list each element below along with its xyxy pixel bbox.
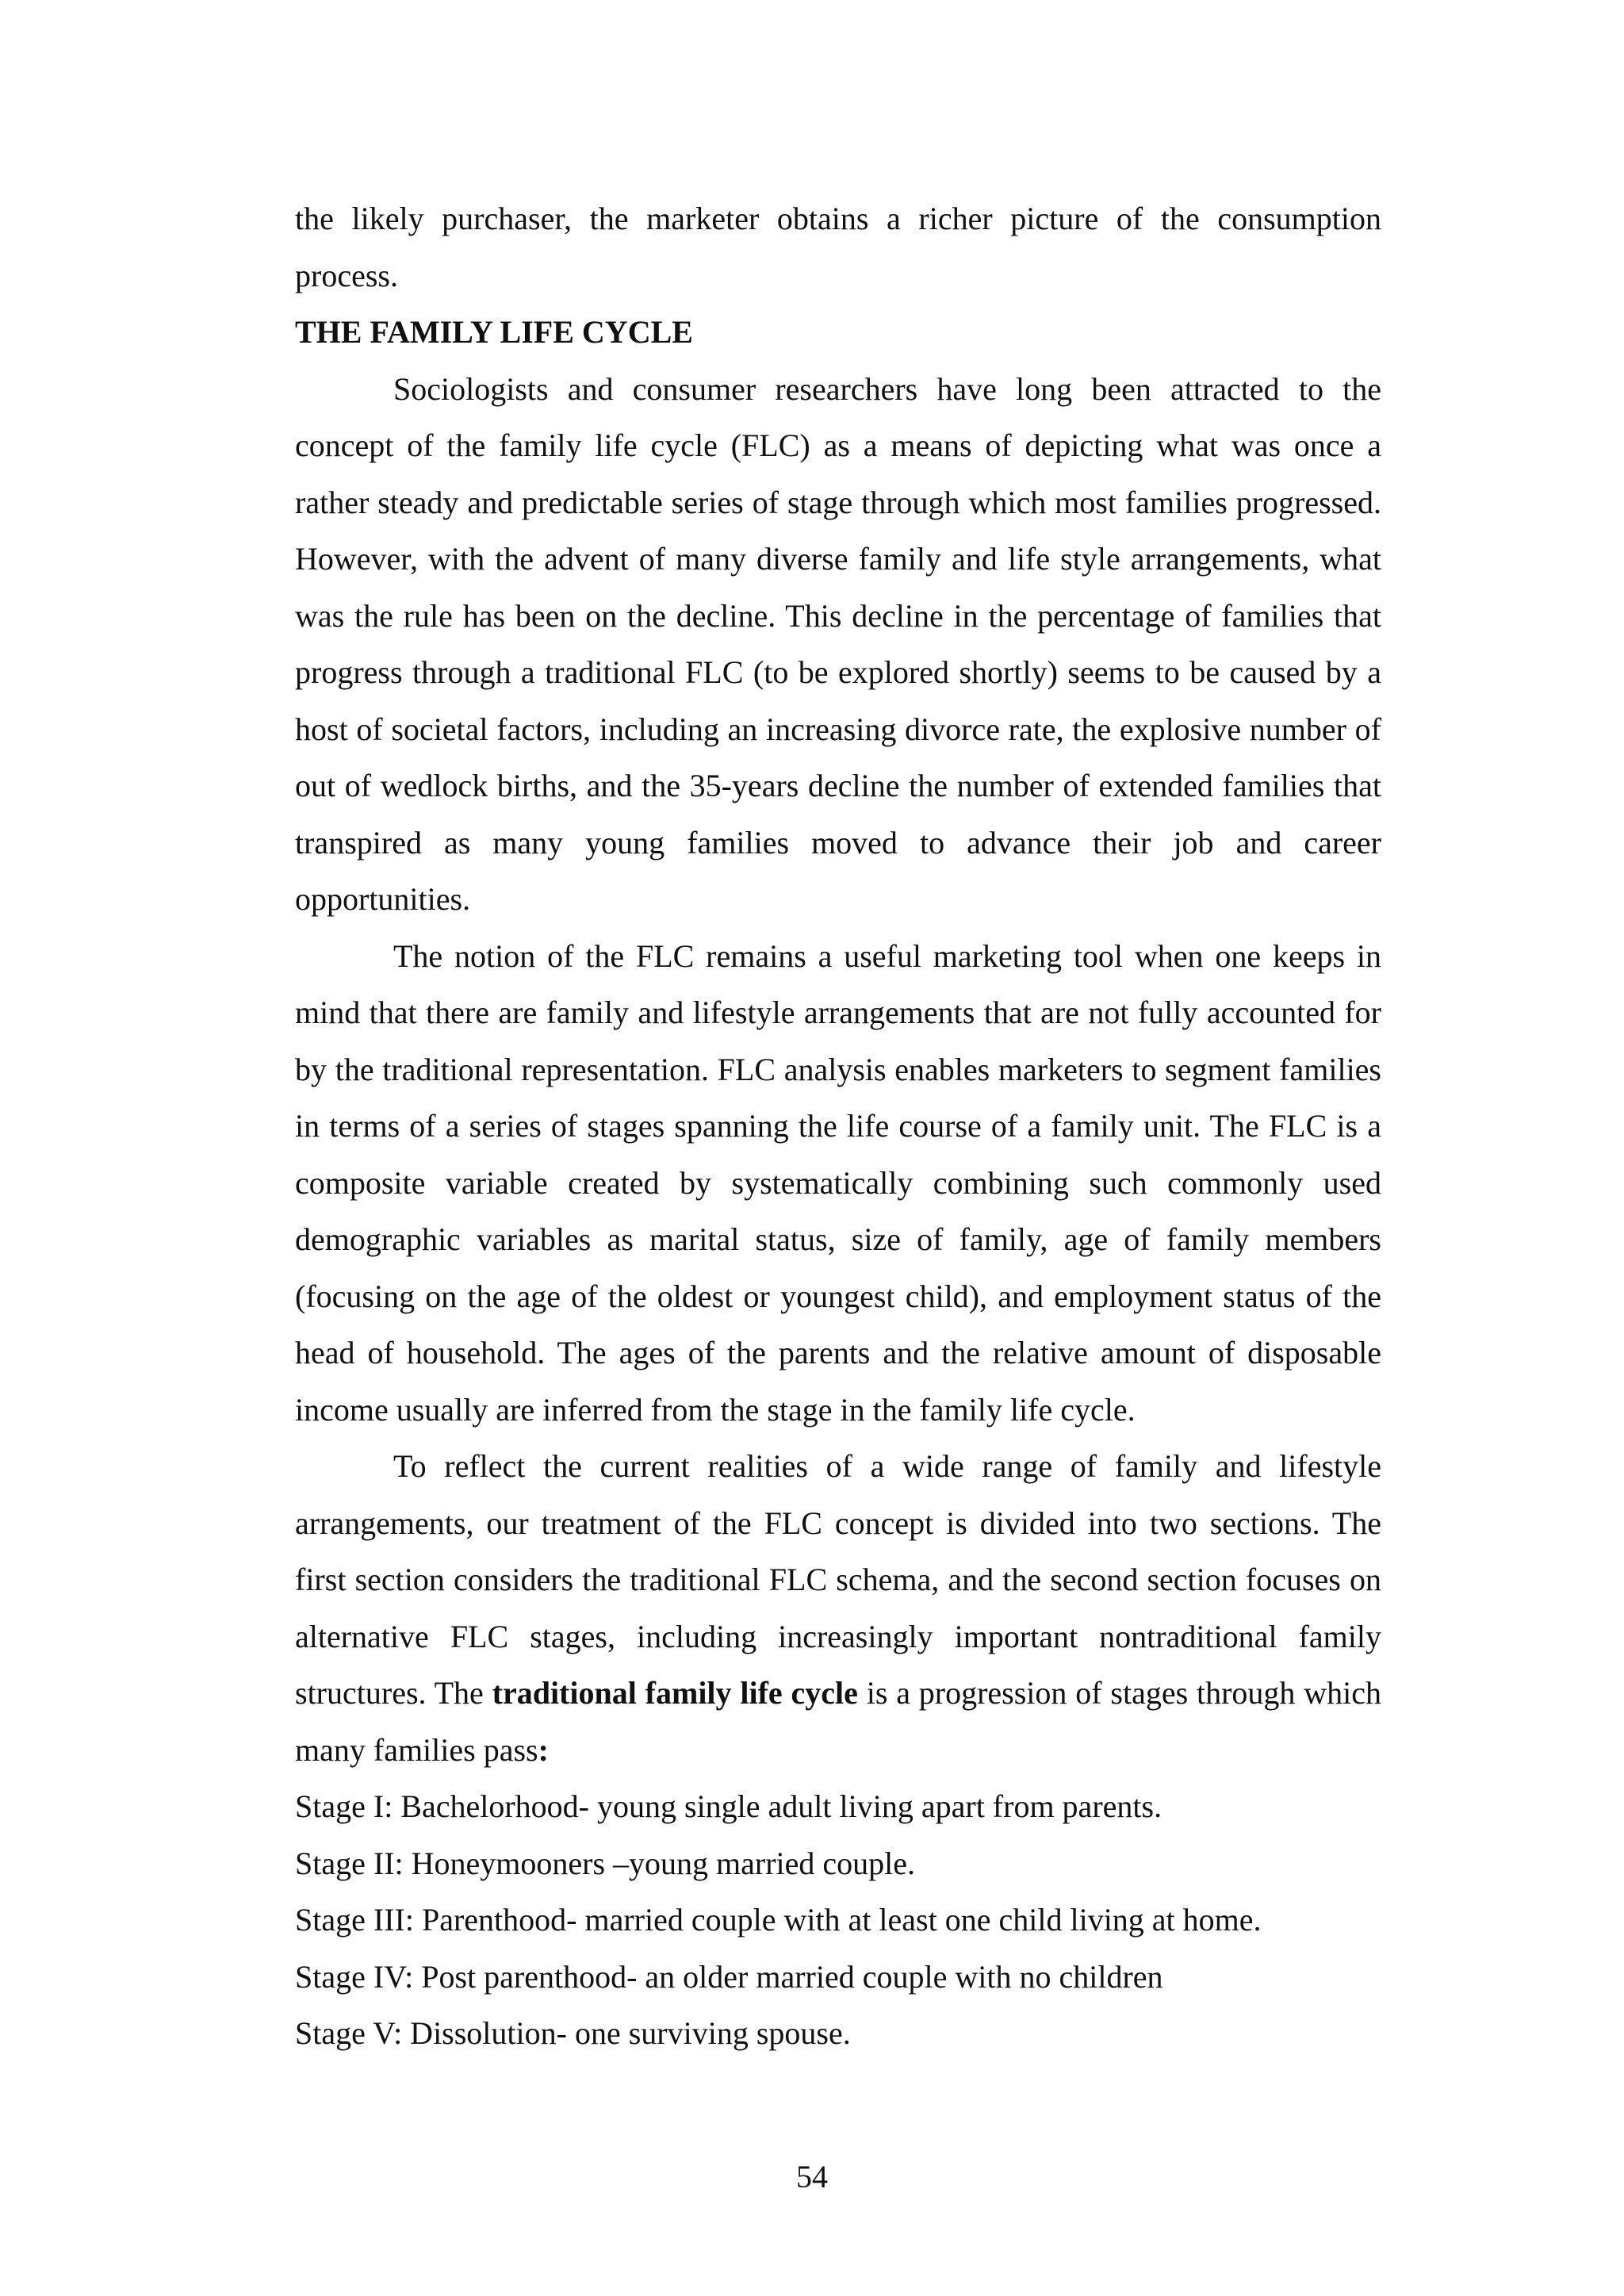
stage-item-2: Stage II: Honeymooners –young married couple. bbox=[295, 1845, 916, 1881]
stage-list bbox=[295, 1778, 1381, 2062]
stage-item-1: Stage I: Bachelorhood- young single adult living apart from parents. bbox=[295, 1788, 1162, 1824]
section-heading: THE FAMILY LIFE CYCLE bbox=[295, 314, 693, 350]
bold-term-traditional-flc: traditional family life cycle bbox=[492, 1675, 858, 1711]
paragraph-flc-sections bbox=[295, 1438, 1381, 1778]
stage-item-4: Stage IV: Post parenthood- an older married couple with no children bbox=[295, 1958, 1163, 1995]
paragraph-text-before: To reflect the current realities of a wide range of family and lifestyle arrangements, our treatment of the FLC concept is divided into two sections. The first section considers the traditional FLC schema, and the second section focuses on alternative FLC stages, including increasingly important nontraditional family structures. The bbox=[295, 1448, 1381, 1711]
document-body bbox=[295, 190, 1381, 2062]
stage-item-3: Stage III: Parenthood- married couple with at least one child living at home. bbox=[295, 1902, 1262, 1938]
intro-paragraph: the likely purchaser, the marketer obtains a richer picture of the consumption process. bbox=[295, 201, 1381, 293]
paragraph-text-after: is a progression of stages through which many families pass bbox=[295, 1675, 1381, 1768]
stage-item-5: Stage V: Dissolution- one surviving spouse. bbox=[295, 2015, 851, 2051]
paragraph-flc-usefulness: The notion of the FLC remains a useful marketing tool when one keeps in mind that there are family and lifestyle arrangements that are not fully accounted for by the traditional representation. FLC analysis enables marketers to segment families in terms of a series of stages spanning the life course of a family unit. The FLC is a composite variable created by systematically combining such commonly used demographic variables as marital status, size of family, age of family members (focusing on the age of the oldest or youngest child), and employment status of the head of household. The ages of the parents and the relative amount of disposable income usually are inferred from the stage in the family life cycle. bbox=[295, 937, 1381, 1428]
paragraph-flc-history: Sociologists and consumer researchers have long been attracted to the concept of the family life cycle (FLC) as a means of depicting what was once a rather steady and predictable series of stage through which most families progressed. However, with the advent of many diverse family and life style arrangements, what was the rule has been on the decline. This decline in the percentage of families that progress through a traditional FLC (to be explored shortly) seems to be caused by a host of societal factors, including an increasing divorce rate, the explosive number of out of wedlock births, and the 35-years decline the number of extended families that transpired as many young families moved to advance their job and career opportunities. bbox=[295, 370, 1381, 917]
page-number: 54 bbox=[796, 2159, 828, 2194]
bold-colon: : bbox=[538, 1731, 549, 1768]
